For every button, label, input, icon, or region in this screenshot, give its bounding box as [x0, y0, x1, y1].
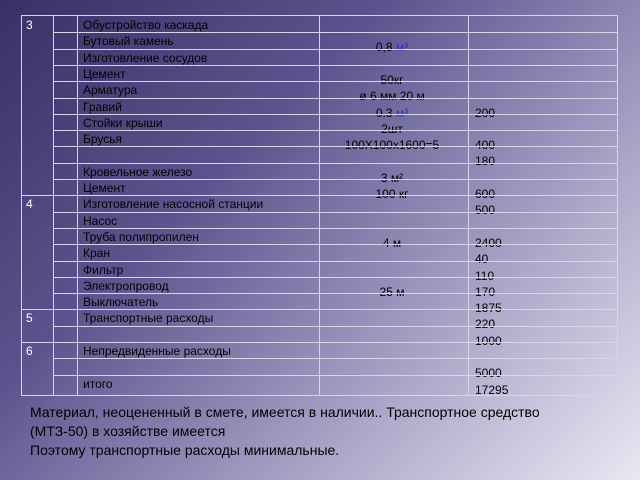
row-divider — [53, 130, 617, 131]
row-divider — [53, 179, 617, 180]
item-name: Гравий — [83, 99, 122, 114]
column-divider — [53, 16, 54, 395]
row-divider — [53, 114, 617, 115]
row-divider — [53, 212, 617, 213]
row-divider — [22, 309, 617, 310]
row-divider — [53, 98, 617, 99]
footnote-line: (МТЗ-50) в хозяйстве имеется — [30, 423, 226, 439]
item-price: 200 — [475, 105, 496, 120]
column-divider — [77, 16, 78, 395]
row-divider — [53, 358, 617, 359]
row-divider — [53, 81, 617, 82]
row-divider — [53, 375, 617, 376]
quantity-value: 25 м — [379, 284, 405, 299]
quantity-value: 4 м — [382, 235, 402, 250]
item-price: 170 — [475, 284, 496, 299]
row-divider — [53, 65, 617, 66]
item-quantity — [312, 236, 472, 250]
item-name: Цемент — [83, 66, 126, 81]
row-divider — [53, 228, 617, 229]
item-name: Транспортные расходы — [83, 311, 214, 326]
footnote-line: Материал, неоцененный в смете, имеется в наличии.. Транспортное средство — [30, 404, 540, 420]
quantity-value: 0,8 — [375, 40, 393, 55]
item-name: Кровельное железо — [83, 164, 193, 179]
quantity-value: 100 кг — [375, 187, 409, 201]
item-price: 17295 — [475, 382, 509, 397]
item-price: 180 — [475, 154, 496, 169]
quantity-unit: м³ — [395, 105, 409, 120]
quantity-value: 100X100x1600=5 — [344, 138, 440, 153]
row-divider — [53, 49, 617, 50]
item-name: Фильтр — [83, 262, 124, 277]
item-price: 2400 — [475, 235, 502, 250]
item-name: Бутовый камень — [83, 34, 174, 49]
quantity-value: 0.3 — [375, 105, 393, 120]
item-name: Изготовление насосной станции — [83, 197, 264, 212]
item-name: Электропровод — [83, 278, 169, 293]
item-name: Труба полипропилен — [83, 229, 199, 244]
item-name: Насос — [83, 213, 118, 228]
row-divider — [22, 342, 617, 343]
quantity-value: ø 6 мм 20 м — [359, 89, 425, 104]
item-quantity — [312, 40, 472, 54]
item-name: Цемент — [83, 181, 126, 195]
row-number: 5 — [26, 311, 33, 326]
row-divider — [53, 32, 617, 33]
item-name: Обустройство каскада — [83, 18, 209, 32]
item-quantity — [312, 73, 472, 87]
item-name: Выключатель — [83, 295, 159, 310]
item-quantity — [312, 122, 472, 136]
item-quantity — [312, 89, 472, 103]
quantity-value: 2шт — [381, 121, 403, 136]
item-price: 600 — [475, 187, 496, 201]
item-price: 220 — [475, 317, 496, 332]
item-name: Арматура — [83, 83, 138, 98]
quantity-value: 3 м² — [380, 170, 404, 185]
item-price: 5000 — [475, 366, 502, 381]
item-price: 110 — [475, 268, 495, 283]
item-price: 400 — [475, 138, 496, 153]
item-name: Брусья — [83, 132, 123, 147]
item-quantity — [312, 187, 472, 201]
row-number: 4 — [26, 197, 33, 212]
item-quantity — [312, 106, 472, 120]
item-name: Кран — [83, 246, 110, 261]
item-quantity — [312, 171, 472, 185]
row-divider — [53, 261, 617, 262]
row-number: 6 — [26, 344, 33, 358]
item-price: 500 — [475, 203, 496, 218]
row-divider — [53, 293, 617, 294]
row-number: 3 — [26, 18, 33, 32]
quantity-value: 50кг — [380, 72, 404, 87]
footnote-line: Поэтому транспортные расходы минимальные. — [30, 442, 340, 458]
row-divider — [53, 244, 617, 245]
row-divider — [53, 146, 617, 147]
item-quantity — [312, 138, 472, 152]
item-name: Непредвиденные расходы — [83, 344, 231, 358]
item-price: 1000 — [475, 333, 502, 348]
item-price: 1875 — [475, 301, 502, 316]
footnote — [30, 403, 630, 460]
item-quantity — [312, 285, 472, 299]
item-name: Изготовление сосудов — [83, 50, 208, 65]
row-divider — [53, 326, 617, 327]
item-price: 40 — [475, 252, 489, 267]
item-name: Стойки крыши — [83, 115, 163, 130]
item-name: итого — [83, 376, 113, 391]
quantity-unit: м³ — [395, 40, 409, 55]
estimate-table — [21, 15, 618, 396]
row-divider — [53, 277, 617, 278]
row-divider — [22, 195, 617, 196]
row-divider — [53, 163, 617, 164]
